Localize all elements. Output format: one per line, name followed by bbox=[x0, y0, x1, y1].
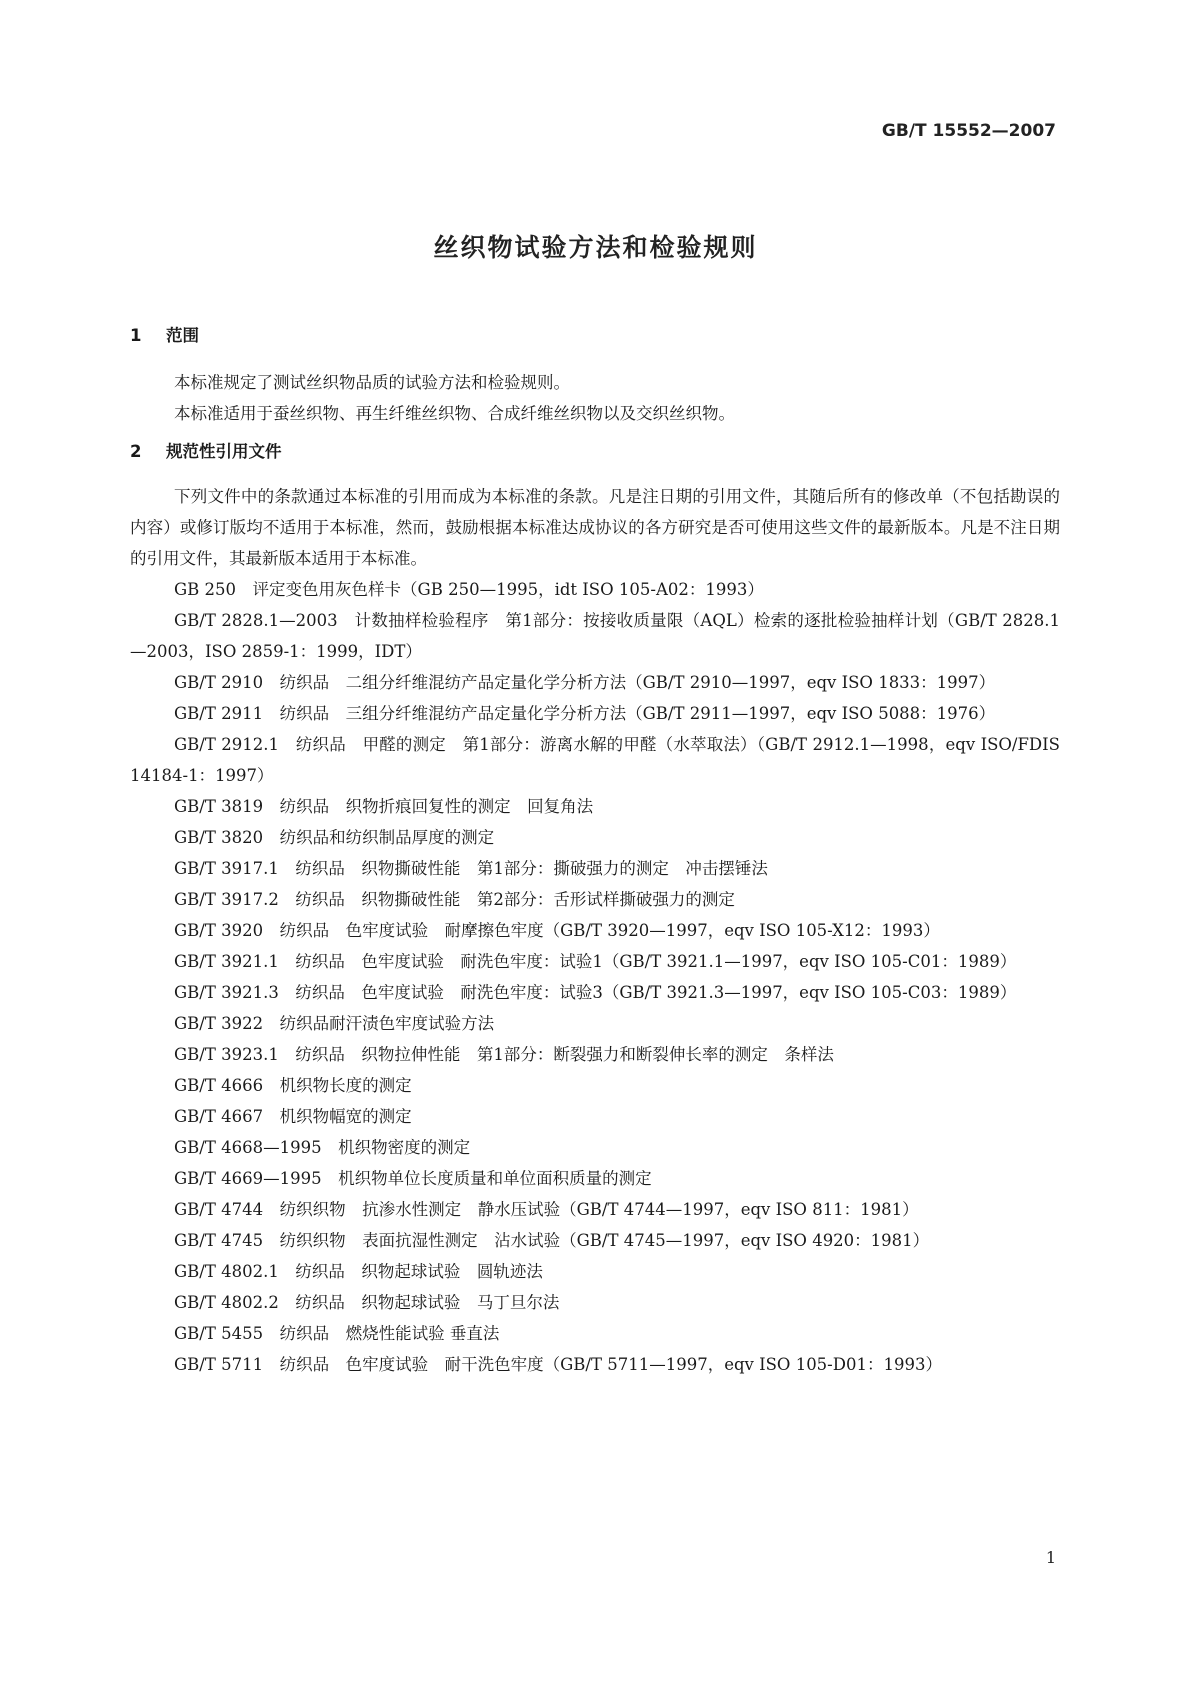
reference-item: GB/T 2828.1—2003 计数抽样检验程序 第1部分：按接收质量限（AQL）检索的逐批检验抽样计划（GB/T 2828.1—2003，ISO 2859-1：1999，IDT） bbox=[130, 611, 1060, 661]
reference-item: GB/T 2912.1 纺织品 甲醛的测定 第1部分：游离水解的甲醛（水萃取法）（GB/T 2912.1—1998，eqv ISO/FDIS 14184-1：1997） bbox=[130, 735, 1060, 785]
reference-item: GB/T 4745 纺织织物 表面抗湿性测定 沾水试验（GB/T 4745—1997，eqv ISO 4920：1981） bbox=[174, 1231, 930, 1250]
section-title: 范围 bbox=[166, 326, 199, 345]
section-title: 规范性引用文件 bbox=[166, 442, 282, 461]
section-number: 1 bbox=[130, 326, 142, 345]
section-heading bbox=[130, 436, 1060, 467]
reference-item: GB/T 5455 纺织品 燃烧性能试验 垂直法 bbox=[174, 1324, 500, 1343]
reference-item: GB/T 3923.1 纺织品 织物拉伸性能 第1部分：断裂强力和断裂伸长率的测定 条样法 bbox=[174, 1045, 834, 1064]
reference-item: GB 250 评定变色用灰色样卡（GB 250—1995，idt ISO 105-A02：1993） bbox=[174, 580, 764, 599]
document-title: 丝织物试验方法和检验规则 bbox=[433, 233, 758, 262]
section-heading bbox=[130, 320, 1060, 351]
reference-item: GB/T 4744 纺织织物 抗渗水性测定 静水压试验（GB/T 4744—1997，eqv ISO 811：1981） bbox=[174, 1200, 919, 1219]
reference-item: GB/T 4802.2 纺织品 织物起球试验 马丁旦尔法 bbox=[174, 1293, 560, 1312]
reference-item: GB/T 3917.1 纺织品 织物撕破性能 第1部分：撕破强力的测定 冲击摆锤法 bbox=[174, 859, 768, 878]
section-scope bbox=[130, 320, 1060, 429]
reference-item: GB/T 3921.3 纺织品 色牢度试验 耐洗色牢度：试验3（GB/T 3921.3—1997，eqv ISO 105-C03：1989） bbox=[174, 983, 1017, 1002]
reference-item: GB/T 3922 纺织品耐汗渍色牢度试验方法 bbox=[174, 1014, 495, 1033]
reference-item: GB/T 5711 纺织品 色牢度试验 耐干洗色牢度（GB/T 5711—1997，eqv ISO 105-D01：1993） bbox=[174, 1355, 942, 1374]
section-number: 2 bbox=[130, 442, 142, 461]
reference-item: GB/T 4668—1995 机织物密度的测定 bbox=[174, 1138, 471, 1157]
intro-paragraph: 下列文件中的条款通过本标准的引用而成为本标准的条款。凡是注日期的引用文件，其随后所有的修改单（不包括勘误的内容）或修订版均不适用于本标准，然而，鼓励根据本标准达成协议的各方研究是否可使用这些文件的最新版本。凡是不注日期的引用文件，其最新版本适用于本标准。 bbox=[130, 487, 1060, 568]
reference-item: GB/T 4666 机织物长度的测定 bbox=[174, 1076, 412, 1095]
page-number: 1 bbox=[1045, 1548, 1056, 1567]
reference-item: GB/T 4669—1995 机织物单位长度质量和单位面积质量的测定 bbox=[174, 1169, 652, 1188]
reference-item: GB/T 3819 纺织品 织物折痕回复性的测定 回复角法 bbox=[174, 797, 594, 816]
reference-item: GB/T 2910 纺织品 二组分纤维混纺产品定量化学分析方法（GB/T 2910—1997，eqv ISO 1833：1997） bbox=[174, 673, 996, 692]
paragraph: 本标准适用于蚕丝织物、再生纤维丝织物、合成纤维丝织物以及交织丝织物。 bbox=[174, 404, 735, 423]
reference-item: GB/T 3917.2 纺织品 织物撕破性能 第2部分：舌形试样撕破强力的测定 bbox=[174, 890, 735, 909]
section-normative-references bbox=[130, 436, 1060, 1380]
reference-item: GB/T 4667 机织物幅宽的测定 bbox=[174, 1107, 412, 1126]
reference-item: GB/T 2911 纺织品 三组分纤维混纺产品定量化学分析方法（GB/T 2911—1997，eqv ISO 5088：1976） bbox=[174, 704, 996, 723]
reference-item: GB/T 3920 纺织品 色牢度试验 耐摩擦色牢度（GB/T 3920—1997，eqv ISO 105-X12：1993） bbox=[174, 921, 940, 940]
reference-item: GB/T 3820 纺织品和纺织制品厚度的测定 bbox=[174, 828, 495, 847]
paragraph: 本标准规定了测试丝织物品质的试验方法和检验规则。 bbox=[174, 373, 570, 392]
reference-item: GB/T 4802.1 纺织品 织物起球试验 圆轨迹法 bbox=[174, 1262, 543, 1281]
standard-code: GB/T 15552—2007 bbox=[881, 121, 1056, 141]
document-body bbox=[130, 320, 1060, 1380]
reference-item: GB/T 3921.1 纺织品 色牢度试验 耐洗色牢度：试验1（GB/T 3921.1—1997，eqv ISO 105-C01：1989） bbox=[174, 952, 1017, 971]
